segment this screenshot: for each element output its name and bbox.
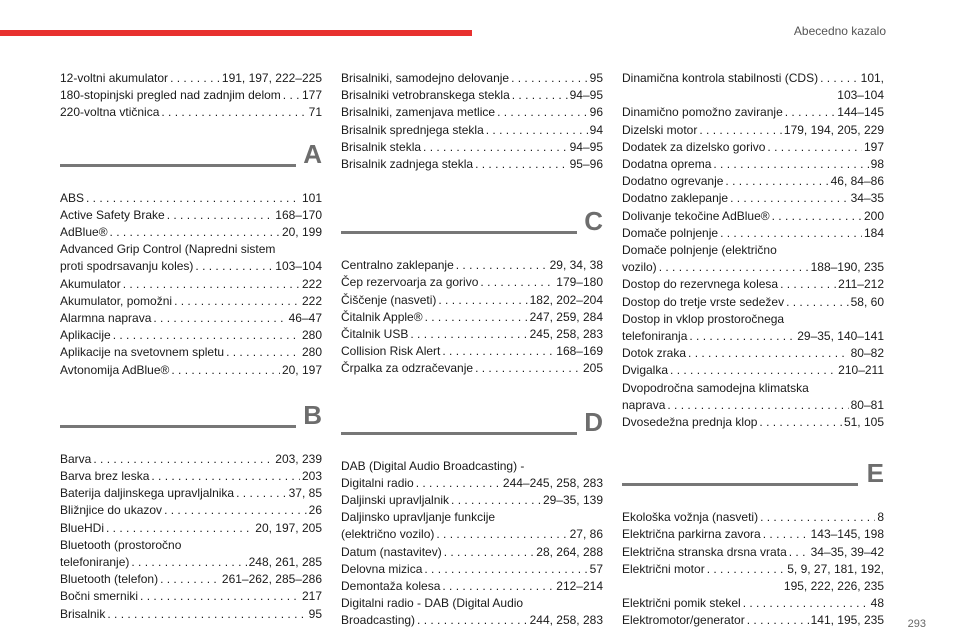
- index-entry: [622, 345, 884, 362]
- dot-leader: [789, 544, 809, 561]
- dot-leader: [110, 224, 280, 241]
- index-entry: [60, 451, 322, 468]
- index-entry-pages: 8: [877, 510, 884, 525]
- index-entry: [341, 509, 603, 543]
- section-rule: [341, 231, 577, 234]
- dot-leader: [480, 274, 554, 291]
- dot-leader: [171, 362, 280, 379]
- dot-leader: [730, 190, 849, 207]
- index-entry: [622, 362, 884, 379]
- index-entry: [60, 276, 322, 293]
- index-entry: [60, 241, 322, 275]
- index-entry-pages: 177: [301, 88, 322, 103]
- index-entry: [622, 242, 884, 276]
- index-entry-text: Dvopodročna samodejna klimatska: [622, 380, 809, 395]
- index-entry-term: Active Safety Brake: [60, 207, 165, 222]
- dot-leader: [456, 257, 548, 274]
- index-entry-term: Električna parkirna zavora: [622, 527, 761, 542]
- index-entry-term: Collision Risk Alert: [341, 344, 441, 359]
- section-letter-e: E: [866, 458, 884, 489]
- dot-leader: [93, 451, 273, 468]
- index-entry: [60, 520, 322, 537]
- index-entry-pages: 96: [589, 105, 603, 120]
- index-entry: [341, 326, 603, 343]
- index-entry-term: Delovna mizica: [341, 561, 423, 576]
- index-entry-pages: 46–47: [288, 311, 322, 326]
- index-entry-pages: 94–95: [569, 139, 603, 154]
- index-entry-text: Advanced Grip Control (Napredni sistem: [60, 242, 276, 257]
- dot-leader: [417, 612, 528, 629]
- index-entry: [60, 502, 322, 519]
- index-entry-term: Alarmna naprava: [60, 311, 152, 326]
- dot-leader: [707, 561, 786, 578]
- dot-leader: [153, 310, 286, 327]
- index-entry: [622, 544, 884, 561]
- index-entry-pages: 28, 264, 288: [536, 544, 603, 559]
- index-entry-term: Čiščenje (nasveti): [341, 292, 437, 307]
- dot-leader: [667, 397, 848, 414]
- accent-bar: [0, 30, 472, 36]
- index-entry-term: telefoniranje): [60, 555, 130, 570]
- dot-leader: [442, 343, 554, 360]
- index-entry-term: Brisalniki, samodejno delovanje: [341, 71, 510, 85]
- index-entry: [60, 104, 322, 121]
- dot-leader: [160, 571, 220, 588]
- dot-leader: [107, 606, 306, 623]
- index-entry: [60, 327, 322, 344]
- index-entry: [622, 139, 884, 156]
- index-entry-pages: 261–262, 285–286: [221, 572, 322, 587]
- index-entry-pages: 34–35: [850, 191, 884, 206]
- index-entry-pages: 179, 194, 205, 229: [783, 122, 884, 137]
- index-entry-pages: 26: [308, 503, 322, 518]
- index-entry-term: Dodatna oprema: [622, 157, 712, 172]
- index-entry-pages: 95–96: [569, 157, 603, 172]
- index-entry-pages: 182, 202–204: [529, 292, 603, 307]
- index-entry-pages: 48: [870, 596, 884, 611]
- index-entry-pages: 217: [301, 589, 322, 604]
- dot-leader: [164, 502, 307, 519]
- index-entry-pages: 191, 197, 222–225: [221, 71, 322, 85]
- index-entry-term: Dinamična kontrola stabilnosti (CDS): [622, 71, 819, 85]
- index-entry-term: Digitalni radio: [341, 475, 414, 490]
- section-c-header: [341, 207, 603, 251]
- index-entry: [60, 224, 322, 241]
- dot-leader: [670, 362, 836, 379]
- dot-leader: [475, 156, 568, 173]
- index-entry: [341, 343, 603, 360]
- index-entry-term: Domače polnjenje: [622, 225, 719, 240]
- index-entry: [341, 139, 603, 156]
- index-entry: [341, 360, 603, 377]
- index-entry-pages: 27, 86: [569, 527, 603, 542]
- index-entry-term: Brisalniki, zamenjava metlice: [341, 105, 496, 120]
- index-entry: [622, 190, 884, 207]
- dot-leader: [423, 139, 568, 156]
- dot-leader: [486, 122, 588, 139]
- index-entry-pages: 20, 197: [281, 362, 322, 377]
- index-entry: [60, 207, 322, 224]
- section-letter-c: C: [584, 206, 603, 237]
- index-entry: [60, 537, 322, 571]
- index-entry-text: Domače polnjenje (električno: [622, 243, 777, 258]
- index-entry: [622, 526, 884, 543]
- index-entry: [622, 380, 884, 414]
- index-entry-term: Demontaža kolesa: [341, 579, 441, 594]
- section-letter-b: B: [303, 399, 322, 430]
- dot-leader: [283, 87, 300, 104]
- index-entry-term: Brisalnik sprednjega stekla: [341, 122, 484, 137]
- index-entry-term: Dvigalka: [622, 363, 669, 378]
- index-entry-pages: 51, 105: [843, 415, 884, 430]
- index-entry: [60, 362, 322, 379]
- index-entry-pages: 46, 84–86: [830, 174, 884, 189]
- dot-leader: [688, 345, 849, 362]
- index-entry: [341, 458, 603, 492]
- index-entry-term: Dostop do tretje vrste sedežev: [622, 294, 785, 309]
- index-entry-pages: 94: [589, 122, 603, 137]
- dot-leader: [511, 70, 588, 87]
- index-entry-pages: 245, 258, 283: [529, 327, 603, 342]
- dot-leader: [497, 104, 588, 121]
- index-entry-pages: 210–211: [838, 363, 884, 378]
- index-entry: [622, 276, 884, 293]
- index-entry-pages-continued: 195, 222, 226, 235: [783, 579, 884, 594]
- index-entry-term: Elektromotor/generator: [622, 613, 745, 628]
- index-entry-pages: 37, 85: [288, 486, 322, 501]
- index-entry-pages: 29–35, 139: [542, 493, 603, 508]
- dot-leader: [747, 612, 809, 629]
- section-e-header: [622, 459, 884, 503]
- index-entry-term: Dostop do rezervnega kolesa: [622, 277, 779, 292]
- index-entry-pages: 29, 34, 38: [549, 258, 603, 273]
- index-entry: [622, 122, 884, 139]
- index-entry: [60, 588, 322, 605]
- index-entry: [341, 561, 603, 578]
- index-entry-term: Aplikacije: [60, 328, 111, 343]
- index-entry-term: Daljinski upravljalnik: [341, 493, 450, 508]
- index-entry-pages: 203: [301, 469, 322, 484]
- section-letter-d: D: [584, 406, 603, 437]
- index-entry: [622, 70, 884, 104]
- dot-leader: [226, 344, 300, 361]
- index-entry: [341, 492, 603, 509]
- index-entry-pages: 247, 259, 284: [529, 309, 603, 324]
- index-entry-pages: 200: [863, 208, 884, 223]
- index-entry: [341, 122, 603, 139]
- page-header-title: Abecedno kazalo: [793, 24, 886, 38]
- index-entry-pages: 98: [870, 157, 884, 172]
- index-entry-pages: 71: [308, 105, 322, 120]
- index-entry-pages: 141, 195, 235: [810, 613, 884, 628]
- index-entry: [341, 70, 603, 87]
- index-entry-term: Dinamično pomožno zaviranje: [622, 105, 783, 120]
- dot-leader: [195, 258, 273, 275]
- index-entry-term: Ekološka vožnja (nasveti): [622, 510, 759, 525]
- index-entry-term: Akumulator: [60, 276, 121, 291]
- dot-leader: [167, 207, 274, 224]
- dot-leader: [442, 578, 554, 595]
- index-entry-term: Bluetooth (telefon): [60, 572, 159, 587]
- index-entry-pages: 205: [582, 361, 603, 376]
- index-entry: [622, 173, 884, 190]
- index-entry-term: Broadcasting): [341, 613, 416, 628]
- dot-leader: [767, 139, 862, 156]
- dot-leader: [444, 544, 535, 561]
- index-entry: [60, 310, 322, 327]
- index-entry-term: Električni motor: [622, 561, 705, 576]
- index-entry-pages: 80–81: [850, 397, 884, 412]
- index-entry-term: Avtonomija AdBlue®: [60, 362, 170, 377]
- index-column-3: [622, 70, 884, 630]
- index-entry-term: Barva brez leska: [60, 469, 150, 484]
- index-entry: [622, 311, 884, 345]
- index-entry-term: Električna stranska drsna vrata: [622, 544, 787, 559]
- index-entry-text: Bluetooth (prostoročno: [60, 537, 182, 552]
- dot-leader: [106, 520, 253, 537]
- index-entry-term: Brisalniki vetrobranskega stekla: [341, 88, 510, 103]
- dot-leader: [720, 225, 862, 242]
- index-entry-term: Baterija daljinskega upravljalnika: [60, 486, 235, 501]
- index-entry-pages: 244, 258, 283: [529, 613, 603, 628]
- index-entry-pages: 57: [589, 561, 603, 576]
- dot-leader: [725, 173, 828, 190]
- index-entry-pages: 212–214: [556, 579, 603, 594]
- index-entry-term: Centralno zaklepanje: [341, 258, 454, 273]
- dot-leader: [436, 526, 567, 543]
- dot-leader: [236, 485, 287, 502]
- index-entry-term: ABS: [60, 190, 85, 205]
- dot-leader: [131, 554, 246, 571]
- dot-leader: [424, 561, 587, 578]
- index-entry: [60, 344, 322, 361]
- index-entry: [60, 468, 322, 485]
- index-entry: [622, 156, 884, 173]
- index-entry-pages: 80–82: [850, 346, 884, 361]
- page-number: 293: [907, 618, 926, 630]
- dot-leader: [170, 70, 220, 87]
- index-entry-term: telefoniranja: [622, 329, 688, 344]
- index-entry-pages: 103–104: [275, 259, 322, 274]
- index-entry-term: Aplikacije na svetovnem spletu: [60, 345, 225, 360]
- dot-leader: [123, 276, 300, 293]
- index-entry-term: Dizelski motor: [622, 122, 698, 137]
- index-entry: [341, 156, 603, 173]
- index-entry-pages: 280: [301, 328, 322, 343]
- dot-leader: [763, 526, 809, 543]
- dot-leader: [786, 294, 849, 311]
- dot-leader: [759, 414, 842, 431]
- index-entry-term: naprava: [622, 397, 666, 412]
- section-b-header: [60, 401, 322, 445]
- index-entry-term: (električno vozilo): [341, 527, 435, 542]
- index-entry-term: Brisalnik stekla: [341, 139, 422, 154]
- index-entry-pages: 94–95: [569, 88, 603, 103]
- section-rule: [60, 164, 296, 167]
- index-entry-pages: 144–145: [837, 105, 884, 120]
- dot-leader: [151, 468, 300, 485]
- index-column-1: [60, 70, 322, 623]
- index-entry-term: Dolivanje tekočine AdBlue®: [622, 208, 770, 223]
- index-entry-pages: 95: [589, 71, 603, 85]
- index-entry: [341, 578, 603, 595]
- dot-leader: [174, 293, 300, 310]
- index-entry-pages: 188–190, 235: [810, 260, 884, 275]
- dot-leader: [438, 292, 527, 309]
- dot-leader: [140, 588, 300, 605]
- section-rule: [60, 425, 296, 428]
- dot-leader: [410, 326, 527, 343]
- index-entry-term: Bližnjice do ukazov: [60, 503, 163, 518]
- index-entry: [60, 190, 322, 207]
- index-column-2: [341, 70, 603, 630]
- index-entry: [622, 104, 884, 121]
- section-rule: [622, 483, 858, 486]
- index-entry: [341, 274, 603, 291]
- index-entry-pages: 203, 239: [275, 451, 322, 466]
- index-entry-pages-continued: 103–104: [837, 88, 884, 103]
- dot-leader: [475, 360, 581, 377]
- dot-leader: [689, 328, 795, 345]
- index-entry: [341, 544, 603, 561]
- index-entry: [60, 485, 322, 502]
- index-entry-pages: 248, 261, 285: [248, 555, 322, 570]
- index-entry-term: Akumulator, pomožni: [60, 293, 173, 308]
- dot-leader: [743, 595, 869, 612]
- index-entry-text: Digitalni radio - DAB (Digital Audio: [341, 596, 524, 611]
- index-entry-text: DAB (Digital Audio Broadcasting) -: [341, 458, 525, 473]
- index-entry: [60, 70, 322, 87]
- dot-leader: [113, 327, 300, 344]
- index-entry: [60, 571, 322, 588]
- dot-leader: [699, 122, 782, 139]
- index-entry-pages: 222: [301, 276, 322, 291]
- index-entry: [60, 87, 322, 104]
- index-entry-term: Dodatno zaklepanje: [622, 191, 729, 206]
- index-entry: [341, 87, 603, 104]
- index-entry-pages: 244–245, 258, 283: [502, 475, 603, 490]
- index-entry-pages: 168–170: [275, 207, 322, 222]
- index-entry-term: Datum (nastavitev): [341, 544, 442, 559]
- index-entry-term: AdBlue®: [60, 225, 108, 240]
- index-entry-pages: 168–169: [556, 344, 603, 359]
- dot-leader: [659, 259, 809, 276]
- index-entry-term: proti spodrsavanju koles): [60, 259, 194, 274]
- index-entry: [341, 595, 603, 629]
- dot-leader: [760, 509, 875, 526]
- index-entry-pages: 179–180: [556, 275, 603, 290]
- index-entry-term: Dodatno ogrevanje: [622, 174, 724, 189]
- index-entry-term: BlueHDi: [60, 520, 105, 535]
- index-entry-pages: 95: [308, 606, 322, 621]
- section-rule: [341, 432, 577, 435]
- index-entry: [622, 225, 884, 242]
- index-entry-term: Brisalnik zadnjega stekla: [341, 157, 474, 172]
- index-entry: [622, 561, 884, 595]
- index-entry-term: Bočni smerniki: [60, 589, 139, 604]
- index-entry: [60, 293, 322, 310]
- index-entry-pages: 143–145, 198: [810, 527, 884, 542]
- dot-leader: [86, 190, 300, 207]
- index-entry: [622, 595, 884, 612]
- index-entry-term: 220-voltna vtičnica: [60, 105, 160, 120]
- index-entry-pages: 58, 60: [850, 294, 884, 309]
- index-entry-pages: 101: [301, 190, 322, 205]
- index-entry-pages: 20, 197, 205: [255, 520, 322, 535]
- index-entry-pages: 101,: [860, 71, 884, 85]
- index-entry-term: 180-stopinjski pregled nad zadnjim delom: [60, 88, 281, 103]
- index-entry-term: vozilo): [622, 260, 657, 275]
- index-entry-pages: 222: [301, 293, 322, 308]
- index-entry-pages: 5, 9, 27, 181, 192,: [787, 561, 884, 576]
- dot-leader: [161, 104, 306, 121]
- index-entry-pages: 29–35, 140–141: [797, 329, 884, 344]
- index-entry: [341, 292, 603, 309]
- index-entry-pages: 20, 199: [281, 225, 322, 240]
- index-entry-pages: 197: [863, 139, 884, 154]
- index-entry: [622, 294, 884, 311]
- index-entry-term: Čep rezervoarja za gorivo: [341, 275, 479, 290]
- index-entry-term: Barva: [60, 451, 92, 466]
- dot-leader: [780, 276, 836, 293]
- index-entry: [341, 257, 603, 274]
- index-entry-term: Dotok zraka: [622, 346, 687, 361]
- index-entry-term: Brisalnik: [60, 606, 106, 621]
- index-entry-term: 12-voltni akumulator: [60, 71, 169, 85]
- index-entry-pages: 184: [863, 225, 884, 240]
- dot-leader: [416, 475, 501, 492]
- index-entry-text: Dostop in vklop prostoročnega: [622, 311, 785, 326]
- index-entry-pages: 280: [301, 345, 322, 360]
- dot-leader: [451, 492, 541, 509]
- index-entry-text: Daljinsko upravljanje funkcije: [341, 510, 496, 525]
- index-entry-term: Dvosedežna prednja klop: [622, 415, 758, 430]
- index-entry-term: Čitalnik Apple®: [341, 309, 423, 324]
- dot-leader: [820, 70, 859, 87]
- index-entry: [60, 606, 322, 623]
- index-entry: [341, 309, 603, 326]
- section-a-header: [60, 140, 322, 184]
- dot-leader: [772, 208, 862, 225]
- index-entry: [622, 414, 884, 431]
- dot-leader: [785, 104, 836, 121]
- index-entry-pages: 34–35, 39–42: [810, 544, 884, 559]
- section-letter-a: A: [303, 138, 322, 169]
- index-entry-term: Črpalka za odzračevanje: [341, 361, 474, 376]
- index-entry-pages: 211–212: [838, 277, 884, 292]
- dot-leader: [425, 309, 528, 326]
- index-entry: [622, 612, 884, 629]
- section-d-header: [341, 408, 603, 452]
- index-entry: [622, 509, 884, 526]
- index-entry-term: Čitalnik USB: [341, 327, 409, 342]
- dot-leader: [512, 87, 568, 104]
- index-entry-term: Električni pomik stekel: [622, 596, 741, 611]
- index-entry-term: Dodatek za dizelsko gorivo: [622, 139, 766, 154]
- index-entry: [622, 208, 884, 225]
- dot-leader: [713, 156, 868, 173]
- index-entry: [341, 104, 603, 121]
